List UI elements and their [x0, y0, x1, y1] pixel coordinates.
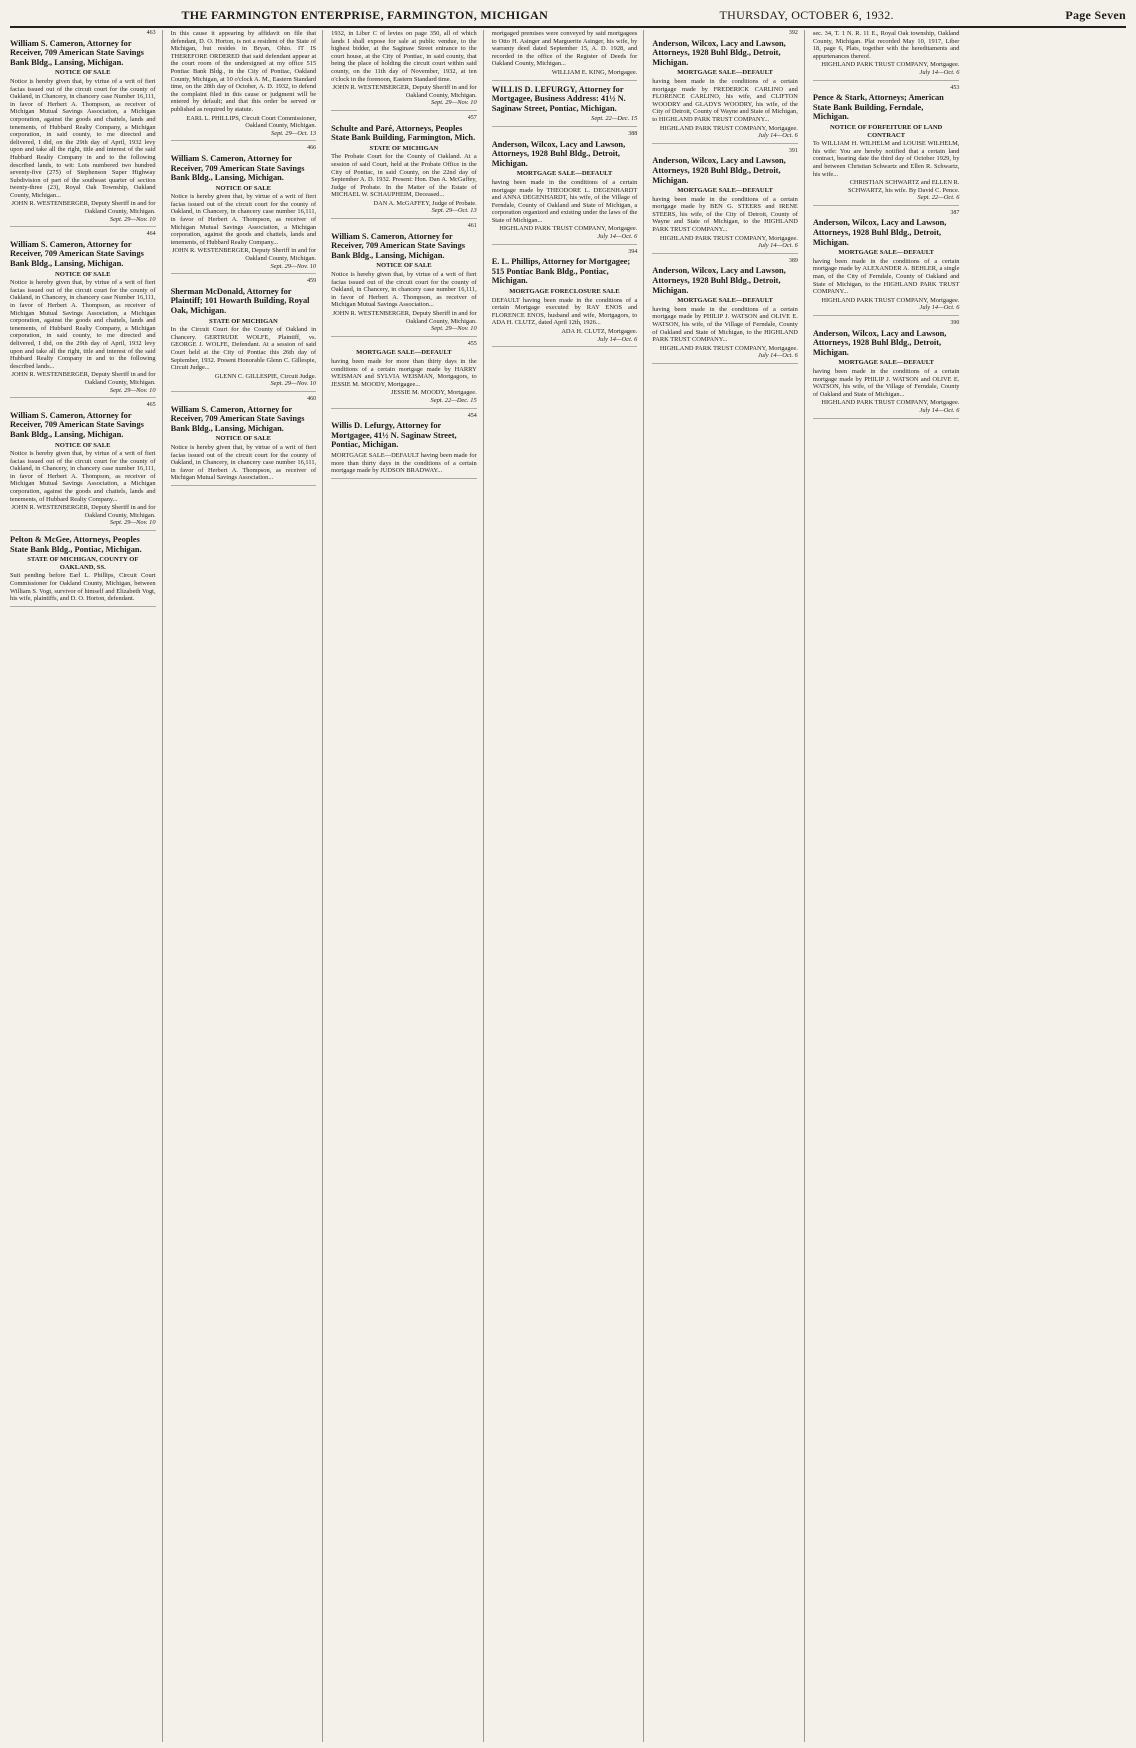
column-1 — [10, 30, 163, 1742]
notice-subheading: NOTICE OF FORFEITURE OF LAND CONTRACT — [829, 123, 943, 139]
notice-body: Notice is hereby given that, by virtue of a writ of fieri facias issued out of the circuit court for the county of Oakland, in Chancery, in chancery case number 16,111, in favor of Herbert A. Thompson, as receiver of Michigan Mutual Savings Association, a Michigan corporation, against the goods and chattels, lands and tenements, of Hubbard Realty Company... — [10, 450, 156, 503]
legal-notice — [10, 535, 156, 607]
legal-notice — [10, 402, 156, 531]
notice-dates: July 14—Oct. 6 — [919, 406, 960, 414]
notice-number: 388 — [628, 130, 638, 137]
issue-date: THURSDAY, OCTOBER 6, 1932. — [719, 7, 894, 22]
notice-body: Notice is hereby given that, by virtue of a writ of fieri facias issued out of the circuit court for the county of Oakland, in Chancery, in chancery case Number 16,111, in favor of Herbert A. Thompson, as receiver of Michigan Mutual Savings Association, a Michigan corporation, against the goods and chattels, lands and tenements, of Hubbard Realty Company, a Michigan corporation, in said county, to me directed and delivered, I did, on the 29th day of April, 1932 levy upon and take all the right, title and interest of the said Hubbard Realty Company in and to the following described lands, to wit: Lots numbered two hundred seventy-five (275) of Stephenson Super Highway Subdivision of part of the southeast quarter of section twenty-three (23), Royal Oak Township, Oakland County, Michigan... — [10, 77, 156, 199]
notice-body: To WILLIAM H. WILHELM and LOUISE WILHELM, his wife: You are hereby notified that a certain land contract, bearing date the third day of October 1929, by and between Christian Schwartz and Ellen R. Schwartz, his wife... — [812, 140, 960, 178]
legal-notice — [10, 231, 156, 398]
legal-notice — [813, 320, 960, 419]
notice-signature: HIGHLAND PARK TRUST COMPANY, Mortgagee. — [659, 124, 798, 132]
legal-notice — [10, 30, 156, 227]
legal-notice — [331, 115, 477, 219]
notice-dates: Sept. 22—Dec. 15 — [430, 396, 477, 404]
notice-subheading: MORTGAGE SALE—DEFAULT — [677, 187, 773, 195]
notice-body: MORTGAGE SALE—DEFAULT having been made for more than thirty days in the conditions of a certain mortgage made by JUDSON BRADWAY... — [331, 451, 477, 475]
notice-signature: HIGHLAND PARK TRUST COMPANY, Mortgagee. — [499, 225, 638, 233]
legal-notice — [492, 30, 638, 81]
column-4 — [492, 30, 645, 1742]
legal-notice — [813, 30, 960, 81]
notice-dates: Sept. 29—Oct. 13 — [271, 129, 317, 137]
column-3 — [331, 30, 484, 1742]
notice-dates: Sept. 22—Dec. 15 — [591, 115, 638, 123]
notice-subheading: NOTICE OF SALE — [376, 262, 432, 270]
page-number: Page Seven — [1065, 7, 1126, 22]
notice-dates: July 14—Oct. 6 — [757, 132, 798, 140]
notice-subheading: STATE OF MICHIGAN, COUNTY OF OAKLAND, SS. — [27, 556, 139, 571]
notice-dates: Sept. 29—Oct. 13 — [431, 207, 477, 215]
notice-signature: HIGHLAND PARK TRUST COMPANY, Mortgagee. — [821, 61, 960, 69]
notice-signature: JOHN R. WESTENBERGER, Deputy Sheriff in and for Oakland County, Michigan. — [11, 371, 156, 386]
notice-dates: July 14—Oct. 6 — [757, 242, 798, 250]
notice-body: DEFAULT having been made in the conditions of a certain Mortgage executed by RAY ENOS and FLORENCE ENOS, husband and wife, Mortgagors, to ADA H. CLUTZ, dated April 12th, 1926... — [491, 296, 638, 327]
notice-body: In this cause it appearing by affidavit on file that defendant, D. O. Horton, is not a resident of the State of Michigan, but resides in Bryan, Ohio. IT IS THEREFORE ORDERED that said defendant appear at the court room of the undersigned at my office 515 Pontiac Bank Bldg., in the City of Pontiac, Oakland County, Michigan, at 10 o'clock A. M., Eastern Standard time, on the 28th day of October, A. D. 1932, to defend the complaint filed in this cause or judgment will be entered by default; and that this order be served or published as required by statute. — [170, 30, 317, 113]
notice-subheading: NOTICE OF SALE — [55, 69, 111, 77]
publication-title: THE FARMINGTON ENTERPRISE, FARMINGTON, MICHIGAN — [181, 7, 549, 22]
notice-dates: Sept. 29—Nov. 10 — [109, 519, 156, 527]
column-5 — [652, 30, 805, 1742]
notice-heading: E. L. Phillips, Attorney for Mortgagee; 515 Pontiac Bank Bldg., Pontiac, Michigan. — [491, 257, 631, 286]
legal-notice — [492, 85, 638, 127]
notice-number: 455 — [467, 340, 477, 347]
notice-heading: Anderson, Wilcox, Lacy and Lawson, Attorneys, 1928 Buhl Bldg., Detroit, Michigan. — [812, 218, 947, 247]
legal-notice — [492, 131, 638, 245]
notice-heading: Pence & Stark, Attorneys; American State Bank Building, Ferndale, Michigan. — [812, 93, 944, 122]
notice-number: 463 — [146, 30, 156, 36]
legal-notice — [331, 223, 477, 337]
notice-signature: HIGHLAND PARK TRUST COMPANY, Mortgagee. — [821, 399, 960, 407]
notice-number: 390 — [950, 320, 960, 326]
notice-subheading: MORTGAGE SALE—DEFAULT — [838, 249, 934, 257]
notice-body: Notice is hereby given that, by virtue of a writ of fieri facias issued out of the circuit court for the county of Oakland, in Chancery, in chancery case number 16,111, in favor of Herbert A. Thompson, as receiver of Michigan Mutual Savings Association... — [170, 443, 317, 482]
notice-heading: William S. Cameron, Attorney for Receiver, 709 American State Savings Bank Bldg., Lansing, Michigan. — [331, 231, 466, 260]
notice-body: Suit pending before Earl L. Phillips, Circuit Court Commissioner for Oakland County, Michigan, between William S. Vogt, survivor of himself and Elizabeth Vogt, his wife, plaintiffs, and D. O. Horton, defendant. — [10, 572, 156, 603]
column-2 — [171, 30, 324, 1742]
notice-number: 460 — [307, 395, 317, 402]
notice-subheading: NOTICE OF SALE — [215, 435, 272, 443]
notice-heading: Anderson, Wilcox, Lacy and Lawson, Attorneys, 1928 Buhl Bldg., Detroit, Michigan. — [491, 139, 626, 168]
notice-number: 454 — [467, 412, 477, 419]
notice-dates: July 14—Oct. 6 — [919, 68, 960, 76]
notice-subheading: MORTGAGE SALE—DEFAULT — [838, 359, 934, 367]
notice-heading: Anderson, Wilcox, Lacy and Lawson, Attorneys, 1928 Buhl Bldg., Detroit, Michigan. — [812, 328, 947, 357]
notice-heading: Anderson, Wilcox, Lacy and Lawson, Attorneys, 1928 Buhl Bldg., Detroit, Michigan. — [652, 38, 786, 67]
notice-signature: ADA H. CLUTZ, Mortgagee. — [561, 328, 638, 335]
notice-body: sec. 34, T. 1 N. R. 11 E., Royal Oak township, Oakland County, Michigan. Plat recorded May 10, 1917, Liber 18, page 6, Plats, together with the hereditaments and appurtenances thereof. — [812, 30, 960, 60]
legal-notices-columns — [10, 30, 1126, 1742]
notice-heading: William S. Cameron, Attorney for Receiver, 709 American State Savings Bank Bldg., Lansing, Michigan. — [10, 410, 144, 439]
notice-subheading: STATE OF MICHIGAN — [369, 144, 439, 152]
legal-notice — [492, 249, 638, 348]
notice-heading: Anderson, Wilcox, Lacy and Lawson, Attorneys, 1928 Buhl Bldg., Detroit, Michigan. — [652, 156, 786, 185]
notice-number: 465 — [146, 402, 156, 409]
notice-signature: JOHN R. WESTENBERGER, Deputy Sheriff in and for Oakland County, Michigan. — [332, 84, 477, 99]
notice-subheading: NOTICE OF SALE — [55, 270, 111, 278]
notice-dates: Sept. 22—Oct. 6 — [917, 194, 960, 202]
notice-number: 457 — [467, 114, 477, 121]
legal-notice — [171, 278, 317, 392]
notice-subheading: NOTICE OF SALE — [55, 441, 111, 449]
notice-dates: July 14—Oct. 6 — [919, 304, 960, 312]
notice-heading: Pelton & McGee, Attorneys, Peoples State Bank Bldg., Pontiac, Michigan. — [10, 535, 142, 554]
notice-heading: William S. Cameron, Attorney for Receiver, 709 American State Savings Bank Bldg., Lansing, Michigan. — [170, 404, 305, 433]
notice-dates: Sept. 29—Nov. 10 — [431, 325, 477, 333]
notice-subheading: STATE OF MICHIGAN — [208, 317, 278, 325]
notice-number: 466 — [307, 145, 317, 152]
legal-notice — [331, 30, 477, 111]
legal-notice — [652, 30, 798, 144]
notice-signature: JESSIE M. MOODY, Mortgagee. — [390, 389, 477, 397]
notice-number: 387 — [950, 209, 960, 216]
notice-signature: CHRISTIAN SCHWARTZ and ELLEN R. SCHWARTZ, his wife. By David C. Pence. — [847, 179, 960, 194]
notice-dates: July 14—Oct. 6 — [597, 233, 638, 241]
notice-signature: HIGHLAND PARK TRUST COMPANY, Mortgagee. — [821, 296, 960, 304]
notice-dates: July 14—Oct. 6 — [757, 352, 798, 360]
notice-dates: July 14—Oct. 6 — [597, 335, 638, 343]
notice-body: having been made in the conditions of a certain mortgage made by PHILIP J. WATSON and OLIVE E. WATSON, his wife, of the Village of Ferndale, County of Oakland and State of Michigan, to the HIGHLAND PARK TRUST COMPANY... — [652, 305, 798, 344]
legal-notice — [331, 413, 477, 479]
page-header — [10, 4, 1126, 28]
notice-heading: William S. Cameron, Attorney for Receiver, 709 American State Savings Bank Bldg., Lansing, Michigan. — [10, 38, 144, 67]
notice-heading: William S. Cameron, Attorney for Receiver, 709 American State Savings Bank Bldg., Lansing, Michigan. — [170, 153, 305, 183]
notice-body: having been made in the conditions of a certain mortgage made by PHILIP J. WATSON and OLIVE E. WATSON, his wife, of the Village of Ferndale, County of Oakland and State of Michigan... — [812, 367, 960, 398]
notice-signature: JOHN R. WESTENBERGER, Deputy Sheriff in and for Oakland County, Michigan. — [332, 310, 477, 325]
notice-dates: Sept. 29—Nov. 10 — [270, 380, 317, 388]
notice-body: having been made for more than thirty days in the conditions of a certain mortgage made by HARRY WEISMAN and SYLVIA WEISMAN, Mortgagors, to JESSIE M. MOODY, Mortgagee... — [331, 357, 477, 388]
notice-signature: GLENN C. GILLESPIE, Circuit Judge. — [214, 372, 317, 380]
notice-signature: HIGHLAND PARK TRUST COMPANY, Mortgagee. — [659, 344, 798, 352]
notice-body: Notice is hereby given that, by virtue of a writ of fieri facias issued out of the circuit court for the county of Oakland, in Chancery, in chancery case Number 16,111, in favor of Herbert A. Thompson, as receiver of Michigan Mutual Savings Association, a Michigan corporation, against the goods and chattels, lands and tenements, of Hubbard Realty Company, a Michigan corporation, in said county, to me directed and delivered, I did, on the 29th day of April, 1932 levy upon and take all the right, title and interest of the said Hubbard Realty Company in and to the following described lands... — [10, 279, 156, 370]
notice-dates: Sept. 29—Nov. 10 — [431, 99, 477, 107]
notice-body: having been made in the conditions of a certain mortgage made by THEODORE L. DEGENHARDT and ANNA DEGENHARDT, his wife, of the Village of Ferndale, County of Oakland and State of Michigan, a corporation organized and existing under the laws of the State of Michigan... — [491, 178, 638, 224]
notice-dates: Sept. 29—Nov. 10 — [109, 215, 156, 223]
notice-heading: Schulte and Paré, Attorneys, Peoples State Bank Building, Farmington, Mich. — [331, 123, 476, 143]
legal-notice — [652, 148, 798, 254]
legal-notice — [813, 85, 960, 206]
notice-heading: William S. Cameron, Attorney for Receiver, 709 American State Savings Bank Bldg., Lansing, Michigan. — [10, 239, 144, 269]
notice-body: 1932, in Liber C of levies on page 350, all of which lands I shall expose for sale at public vendue, to the highest bidder, at the Saginaw Street entrance to the court house, at the City of Pontiac, in said county, that being the place of holding the circuit court within said county, on the 11th day of November, 1932, at ten o'clock in the forenoon, Eastern Standard time. — [331, 30, 477, 83]
notice-subheading: MORTGAGE SALE—DEFAULT — [356, 349, 452, 357]
notice-number: 394 — [628, 248, 638, 255]
legal-notice — [652, 258, 798, 364]
notice-signature: JOHN R. WESTENBERGER, Deputy Sheriff in and for Oakland County, Michigan. — [11, 200, 156, 216]
notice-body: The Probate Court for the County of Oakland. At a session of said Court, held at the Probate Office in the City of Pontiac, in said County, on the 22nd day of September A. D. 1932. Present: Hon. Dan A. McGaffey, Judge of Probate. In the Matter of the Estate of MICHAEL W. SCHAUPHEIM, Deceased... — [331, 153, 477, 199]
legal-notice — [331, 341, 477, 409]
notice-signature: JOHN R. WESTENBERGER, Deputy Sheriff in and for Oakland County, Michigan. — [172, 247, 317, 263]
notice-number: 389 — [788, 257, 798, 264]
notice-signature: DAN A. McGAFFEY, Judge of Probate. — [373, 199, 477, 207]
legal-notice — [171, 145, 317, 274]
notice-number: 464 — [146, 231, 156, 238]
notice-signature: WILLIAM E. KING, Mortgagee. — [551, 68, 638, 76]
notice-signature: EARL L. PHILLIPS, Circuit Court Commissioner, Oakland County, Michigan. — [186, 114, 317, 130]
notice-body: having been made in the conditions of a certain mortgage made by FREDERICK CARLINO and FLORENCE CARLINO, his wife, and CLIFTON WOODRY and GLADYS WOODRY, his wife, of the City of Detroit, County of Wayne and State of Michigan, to HIGHLAND PARK TRUST COMPANY... — [652, 77, 798, 123]
notice-number: 391 — [788, 147, 798, 154]
legal-notice — [171, 396, 317, 486]
notice-number: 459 — [307, 278, 317, 285]
notice-body: having been made in the conditions of a certain mortgage made by BEN G. STEERS and IRENE STEERS, his wife, of the City of Detroit, County of Wayne and State of Michigan, to the HIGHLAND PARK TRUST COMPANY... — [652, 195, 798, 234]
notice-subheading: NOTICE OF SALE — [215, 184, 272, 192]
notice-body: Notice is hereby given that, by virtue of a writ of fieri facias issued out of the circuit court for the county of Oakland, in Chancery, in chancery case number 16,111, in favor of Herbert A. Thompson, as receiver of Michigan Mutual Savings Association... — [331, 271, 477, 309]
notice-dates: Sept. 29—Nov. 10 — [109, 386, 156, 394]
notice-subheading: MORTGAGE SALE—DEFAULT — [677, 69, 773, 77]
notice-heading: WILLIS D. LEFURGY, Attorney for Mortgagee, Business Address: 41½ N. Saginaw Street, Pontiac, Michigan. — [491, 84, 626, 113]
notice-heading: Willis D. Lefurgy, Attorney for Mortgagee, 41½ N. Saginaw Street, Pontiac, Michigan. — [331, 421, 457, 450]
column-6 — [813, 30, 966, 1742]
notice-subheading: MORTGAGE FORECLOSURE SALE — [509, 288, 620, 296]
notice-signature: HIGHLAND PARK TRUST COMPANY, Mortgagee. — [659, 234, 798, 242]
legal-notice — [813, 210, 960, 316]
notice-body: mortgaged premises were conveyed by said mortgagees to Otto H. Asinger and Marguerite Asinger, his wife, by warranty deed dated September 15, A. D. 1928, and recorded in the office of the Register of Deeds for Oakland County, Michigan... — [491, 30, 638, 68]
notice-signature: JOHN R. WESTENBERGER, Deputy Sheriff in and for Oakland County, Michigan. — [11, 504, 156, 519]
notice-number: 461 — [467, 223, 477, 230]
legal-notice — [171, 30, 317, 141]
notice-heading: Anderson, Wilcox, Lacy and Lawson, Attorneys, 1928 Buhl Bldg., Detroit, Michigan. — [652, 266, 786, 295]
notice-body: In the Circuit Court for the County of Oakland in Chancery. GERTRUDE WOLFE, Plaintiff, vs. GEORGE J. WOLFE, Defendant. At a session of said Court held at the City of Pontiac this 26th day of September, 1932. Present Honorable Glenn C. Gillespie, Circuit Judge... — [170, 326, 317, 372]
notice-number: 453 — [950, 84, 960, 91]
notice-subheading: MORTGAGE SALE—DEFAULT — [677, 297, 773, 305]
notice-number: 392 — [788, 30, 798, 36]
notice-subheading: MORTGAGE SALE—DEFAULT — [516, 170, 613, 178]
notice-body: Notice is hereby given that, by virtue of a writ of fieri facias issued out of the circuit court for the county of Oakland, in Chancery, in chancery case number 16,111, in favor of Herbert A. Thompson, as receiver of Michigan Mutual Savings Association, a Michigan corporation, against the goods and chattels, lands and tenements, of Hubbard Realty Company... — [170, 193, 317, 246]
notice-heading: Sherman McDonald, Attorney for Plaintiff; 101 Howarth Building, Royal Oak, Michigan. — [170, 286, 310, 315]
notice-body: having been made in the conditions of a certain mortgage made by ALEXANDER A. BEHLER, a single man, of the City of Ferndale, County of Oakland and State of Michigan, to the HIGHLAND PARK TRUST COMPANY... — [812, 257, 960, 296]
notice-dates: Sept. 29—Nov. 10 — [270, 262, 317, 270]
